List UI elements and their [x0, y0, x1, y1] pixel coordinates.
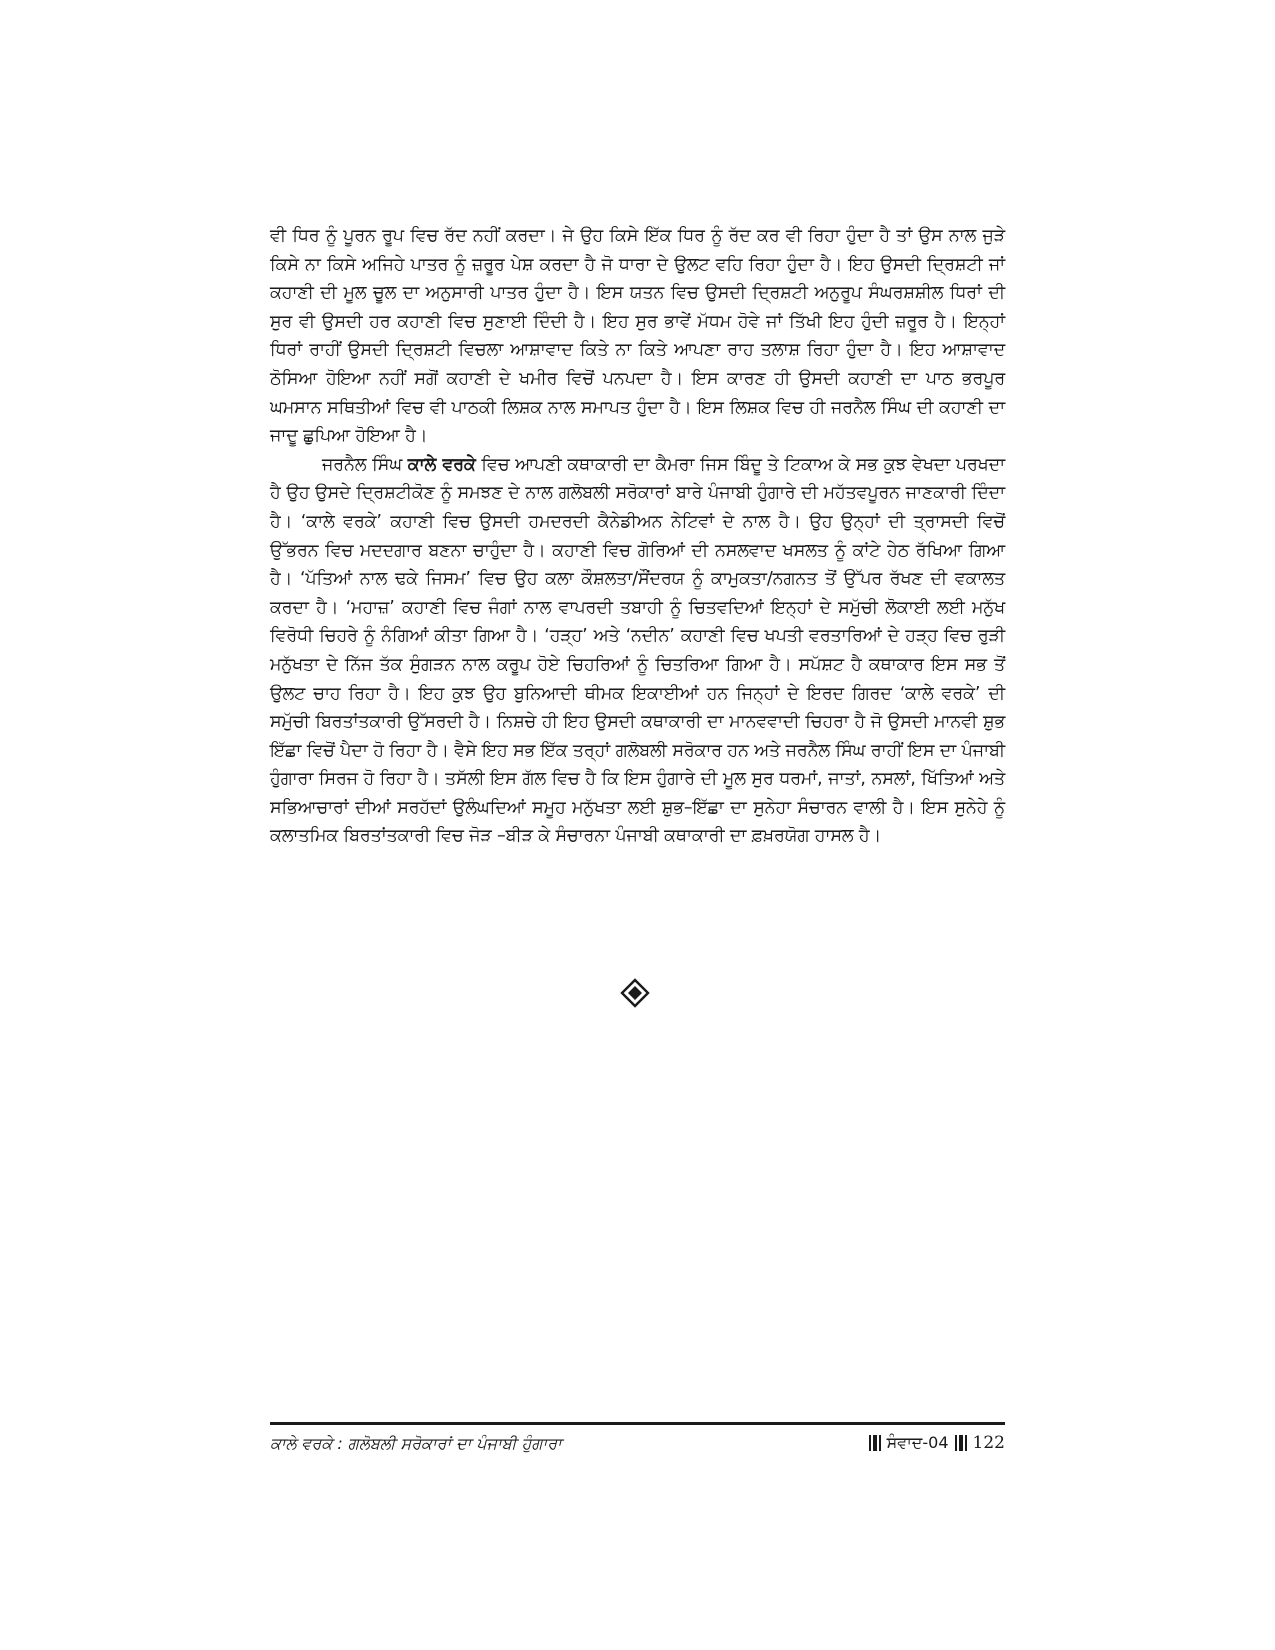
barcode-bars-icon	[955, 1435, 967, 1451]
paragraph-1: ਵੀ ਧਿਰ ਨੂੰ ਪੂਰਨ ਰੂਪ ਵਿਚ ਰੱਦ ਨਹੀਂ ਕਰਦਾ। ਜੇ ਉਹ ਕਿਸੇ ਇੱਕ ਧਿਰ ਨੂੰ ਰੱਦ ਕਰ ਵੀ ਰਿਹਾ ਹੁੰਦਾ ਹੈ ਤਾਂ ਉਸ ਨਾਲ ਜੁੜੇ ਕਿਸੇ ਨਾ ਕਿਸੇ ਅਜਿਹੇ ਪਾਤਰ ਨੂੰ ਜ਼ਰੂਰ ਪੇਸ਼ ਕਰਦਾ ਹੈ ਜੋ ਧਾਰਾ ਦੇ ਉਲਟ ਵਹਿ ਰਿਹਾ ਹੁੰਦਾ ਹੈ। ਇਹ ਉਸਦੀ ਦ੍ਰਿਸ਼ਟੀ ਜਾਂ ਕਹਾਣੀ ਦੀ ਮੂਲ ਚੂਲ ਦਾ ਅਨੁਸਾਰੀ ਪਾਤਰ ਹੁੰਦਾ ਹੈ। ਇਸ ਯਤਨ ਵਿਚ ਉਸਦੀ ਦ੍ਰਿਸ਼ਟੀ ਅਨੁਰੂਪ ਸੰਘਰਸ਼ਸ਼ੀਲ ਧਿਰਾਂ ਦੀ ਸੁਰ ਵੀ ਉਸਦੀ ਹਰ ਕਹਾਣੀ ਵਿਚ ਸੁਣਾਈ ਦਿੰਦੀ ਹੈ। ਇਹ ਸੁਰ ਭਾਵੇਂ ਮੱਧਮ ਹੋਵੇ ਜਾਂ ਤਿੱਖੀ ਇਹ ਹੁੰਦੀ ਜ਼ਰੂਰ ਹੈ। ਇਨ੍ਹਾਂ ਧਿਰਾਂ ਰਾਹੀਂ ਉਸਦੀ ਦ੍ਰਿਸ਼ਟੀ ਵਿਚਲਾ ਆਸ਼ਾਵਾਦ ਕਿਤੇ ਨਾ ਕਿਤੇ ਆਪਣਾ ਰਾਹ ਤਲਾਸ਼ ਰਿਹਾ ਹੁੰਦਾ ਹੈ। ਇਹ ਆਸ਼ਾਵਾਦ ਠੋਸਿਆ ਹੋਇਆ ਨਹੀਂ ਸਗੋਂ ਕਹਾਣੀ ਦੇ ਖਮੀਰ ਵਿਚੋਂ ਪਨਪਦਾ ਹੈ। ਇਸ ਕਾਰਣ ਹੀ ਉਸਦੀ ਕਹਾਣੀ ਦਾ ਪਾਠ ਭਰਪੂਰ ਘਮਸਾਨ ਸਥਿਤੀਆਂ ਵਿਚ ਵੀ ਪਾਠਕੀ ਲਿਸ਼ਕ ਨਾਲ ਸਮਾਪਤ ਹੁੰਦਾ ਹੈ। ਇਸ ਲਿਸ਼ਕ ਵਿਚ ਹੀ ਜਰਨੈਲ ਸਿੰਘ ਦੀ ਕਹਾਣੀ ਦਾ ਜਾਦੂ ਛੁਪਿਆ ਹੋਇਆ ਹੈ।	[270, 226, 1005, 447]
paragraph-2	[270, 451, 1005, 851]
diamond-ornament-icon	[620, 978, 650, 1008]
paragraph-2-start: ਜਰਨੈਲ ਸਿੰਘ	[322, 454, 408, 475]
barcode-bars-icon	[869, 1435, 881, 1451]
running-title: ਕਾਲੇ ਵਰਕੇ : ਗਲੋਬਲੀ ਸਰੋਕਾਰਾਂ ਦਾ ਪੰਜਾਬੀ ਹੁੰਗਾਰਾ	[270, 1434, 562, 1453]
page-number: 122	[972, 1433, 1005, 1453]
book-title-bold: ਕਾਲੇ ਵਰਕੇ	[407, 454, 476, 475]
journal-name: ਸੰਵਾਦ-04	[886, 1433, 949, 1452]
footer-journal-info	[869, 1433, 1005, 1453]
body-text	[270, 222, 1005, 851]
paragraph-2-rest: ਵਿਚ ਆਪਣੀ ਕਥਾਕਾਰੀ ਦਾ ਕੈਮਰਾ ਜਿਸ ਬਿੰਦੂ ਤੇ ਟਿਕਾਅ ਕੇ ਸਭ ਕੁਝ ਵੇਖਦਾ ਪਰਖਦਾ ਹੈ ਉਹ ਉਸਦੇ ਦ੍ਰਿਸ਼ਟੀਕੋਣ ਨੂੰ ਸਮਝਣ ਦੇ ਨਾਲ ਗਲੋਬਲੀ ਸਰੋਕਾਰਾਂ ਬਾਰੇ ਪੰਜਾਬੀ ਹੁੰਗਾਰੇ ਦੀ ਮਹੱਤਵਪੂਰਨ ਜਾਣਕਾਰੀ ਦਿੰਦਾ ਹੈ। ‘ਕਾਲੇ ਵਰਕੇ’ ਕਹਾਣੀ ਵਿਚ ਉਸਦੀ ਹਮਦਰਦੀ ਕੈਨੇਡੀਅਨ ਨੇਟਿਵਾਂ ਦੇ ਨਾਲ ਹੈ। ਉਹ ਉਨ੍ਹਾਂ ਦੀ ਤ੍ਰਾਸਦੀ ਵਿਚੋਂ ਉੱਭਰਨ ਵਿਚ ਮਦਦਗਾਰ ਬਣਨਾ ਚਾਹੁੰਦਾ ਹੈ। ਕਹਾਣੀ ਵਿਚ ਗੋਰਿਆਂ ਦੀ ਨਸਲਵਾਦ ਖਸਲਤ ਨੂੰ ਕਾਂਟੇ ਹੇਠ ਰੱਖਿਆ ਗਿਆ ਹੈ। ‘ਪੱਤਿਆਂ ਨਾਲ ਢਕੇ ਜਿਸਮ’ ਵਿਚ ਉਹ ਕਲਾ ਕੌਸ਼ਲਤਾ/ਸੌਂਦਰਯ ਨੂੰ ਕਾਮੁਕਤਾ/ਨਗਨਤ ਤੋਂ ਉੱਪਰ ਰੱਖਣ ਦੀ ਵਕਾਲਤ ਕਰਦਾ ਹੈ। ‘ਮਹਾਜ਼’ ਕਹਾਣੀ ਵਿਚ ਜੰਗਾਂ ਨਾਲ ਵਾਪਰਦੀ ਤਬਾਹੀ ਨੂੰ ਚਿਤਵਦਿਆਂ ਇਨ੍ਹਾਂ ਦੇ ਸਮੁੱਚੀ ਲੋਕਾਈ ਲਈ ਮਨੁੱਖ ਵਿਰੋਧੀ ਚਿਹਰੇ ਨੂੰ ਨੰਗਿਆਂ ਕੀਤਾ ਗਿਆ ਹੈ। ‘ਹੜ੍ਹ’ ਅਤੇ ‘ਨਦੀਨ’ ਕਹਾਣੀ ਵਿਚ ਖਪਤੀ ਵਰਤਾਰਿਆਂ ਦੇ ਹੜ੍ਹ ਵਿਚ ਰੁੜੀ ਮਨੁੱਖਤਾ ਦੇ ਨਿੱਜ ਤੱਕ ਸੁੰਗੜਨ ਨਾਲ ਕਰੂਪ ਹੋਏ ਚਿਹਰਿਆਂ ਨੂੰ ਚਿਤਰਿਆ ਗਿਆ ਹੈ। ਸਪੱਸ਼ਟ ਹੈ ਕਥਾਕਾਰ ਇਸ ਸਭ ਤੋਂ ਉਲਟ ਚਾਹ ਰਿਹਾ ਹੈ। ਇਹ ਕੁਝ ਉਹ ਬੁਨਿਆਦੀ ਥੀਮਕ ਇਕਾਈਆਂ ਹਨ ਜਿਨ੍ਹਾਂ ਦੇ ਇਰਦ ਗਿਰਦ ‘ਕਾਲੇ ਵਰਕੇ’ ਦੀ ਸਮੁੱਚੀ ਬਿਰਤਾਂਤਕਾਰੀ ਉੱਸਰਦੀ ਹੈ। ਨਿਸ਼ਚੇ ਹੀ ਇਹ ਉਸਦੀ ਕਥਾਕਾਰੀ ਦਾ ਮਾਨਵਵਾਦੀ ਚਿਹਰਾ ਹੈ ਜੋ ਉਸਦੀ ਮਾਨਵੀ ਸ਼ੁਭ ਇੱਛਾ ਵਿਚੋਂ ਪੈਦਾ ਹੋ ਰਿਹਾ ਹੈ। ਵੈਸੇ ਇਹ ਸਭ ਇੱਕ ਤਰ੍ਹਾਂ ਗਲੋਬਲੀ ਸਰੋਕਾਰ ਹਨ ਅਤੇ ਜਰਨੈਲ ਸਿੰਘ ਰਾਹੀਂ ਇਸ ਦਾ ਪੰਜਾਬੀ ਹੁੰਗਾਰਾ ਸਿਰਜ ਹੋ ਰਿਹਾ ਹੈ। ਤਸੱਲੀ ਇਸ ਗੱਲ ਵਿਚ ਹੈ ਕਿ ਇਸ ਹੁੰਗਾਰੇ ਦੀ ਮੂਲ ਸੁਰ ਧਰਮਾਂ, ਜਾਤਾਂ, ਨਸਲਾਂ, ਖਿੱਤਿਆਂ ਅਤੇ ਸਭਿਆਚਾਰਾਂ ਦੀਆਂ ਸਰਹੱਦਾਂ ਉਲੰਘਦਿਆਂ ਸਮੂਹ ਮਨੁੱਖਤਾ ਲਈ ਸ਼ੁਭ–ਇੱਛਾ ਦਾ ਸੁਨੇਹਾ ਸੰਚਾਰਨ ਵਾਲੀ ਹੈ। ਇਸ ਸੁਨੇਹੇ ਨੂੰ ਕਲਾਤਮਿਕ ਬਿਰਤਾਂਤਕਾਰੀ ਵਿਚ ਜੋੜ –ਬੀੜ ਕੇ ਸੰਚਾਰਨਾ ਪੰਜਾਬੀ ਕਥਾਕਾਰੀ ਦਾ ਫ਼ਖ਼ਰਯੋਗ ਹਾਸਲ ਹੈ।	[270, 454, 1005, 847]
footer-rule	[270, 1422, 1005, 1425]
